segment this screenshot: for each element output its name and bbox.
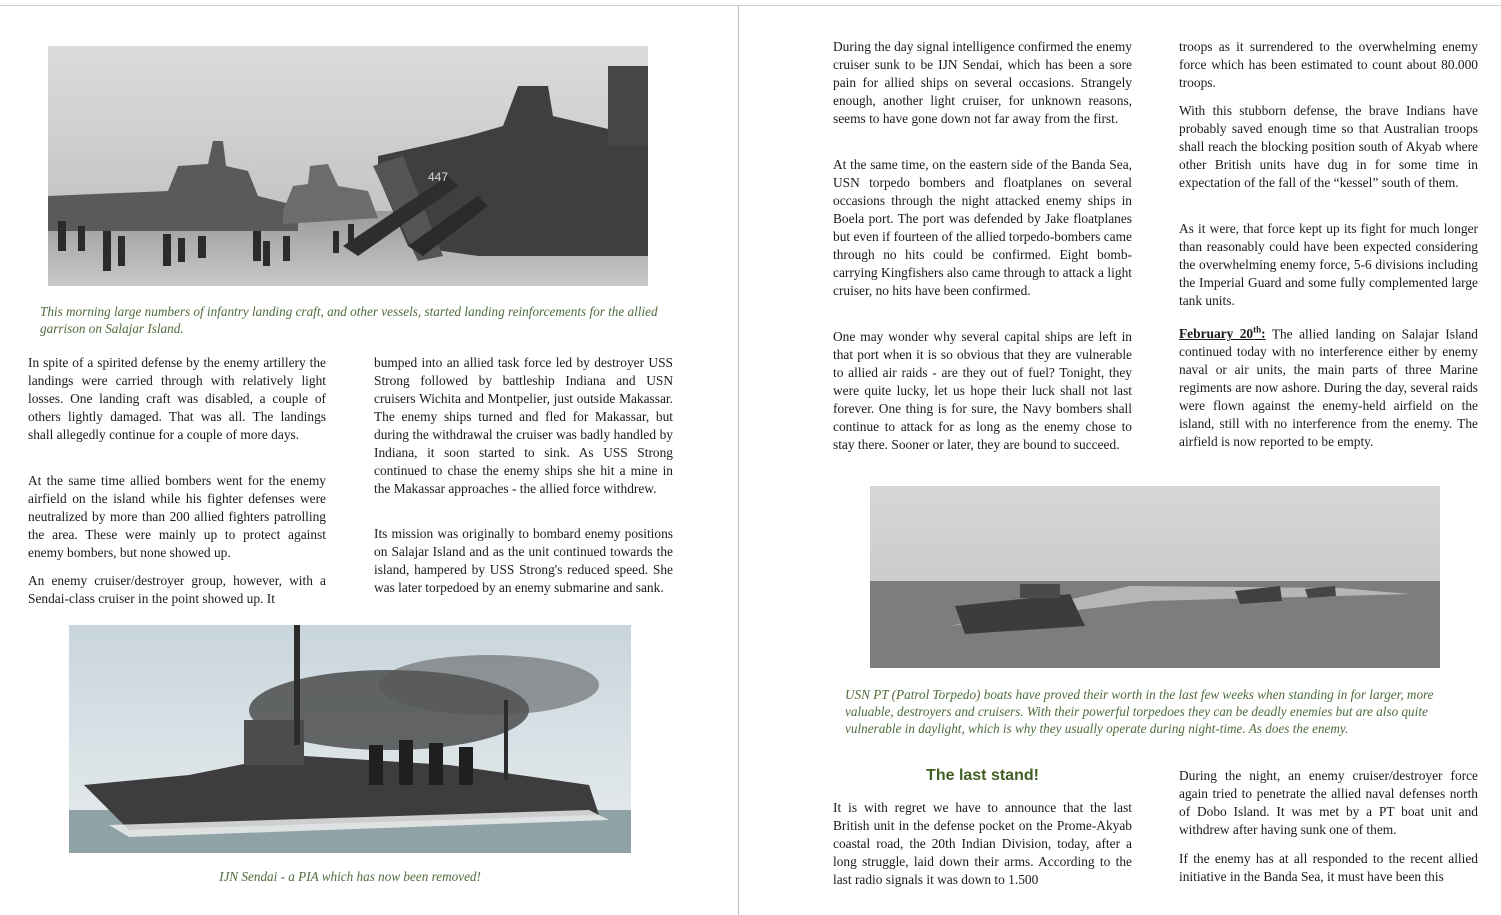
right-col2-para2: With this stubborn defense, the brave Indians have probably saved enough time so that Australian troops shall reach the blocking position south of Akyab where other British units have dug in for some time in expectation of the fall of the “kessel” south of them.: [1179, 103, 1478, 190]
photo3-caption: USN PT (Patrol Torpedo) boats have proved their worth in the last few weeks when standing in for larger, more valuable, destroyers and cruisers. With their powerful torpedoes they can be deadly enemies but are also quite vulnerable in daylight, which is why they usually operate during night-time. As does the enemy.: [845, 687, 1434, 736]
right-bottom-col2-para2: If the enemy has at all responded to the recent allied initiative in the Banda Sea, it must have been this: [1179, 851, 1478, 884]
left-col2-para2: Its mission was originally to bombard enemy positions on Salajar Island and as the unit continued towards the island, hampered by USS Strong's reduced speed. She was later torpedoed by an enemy submarine and sank.: [374, 526, 673, 595]
photo2-caption: IJN Sendai - a PIA which has now been removed!: [219, 869, 481, 884]
landing-craft-photo: [48, 46, 648, 286]
last-stand-paragraph: It is with regret we have to announce that the last British unit in the defense pocket on the Prome-Akyab coastal road, the 20th Indian Division, today, after a long struggle, laid down their arms. According to the last radio signals it was down to 1.500: [833, 800, 1132, 887]
left-col1-para1: In spite of a spirited defense by the enemy artillery the landings were carried through with relatively light losses. One landing craft was disabled, a couple of others lightly damaged. That was all. The landings shall allegedly continue for a couple of more days.: [28, 355, 326, 442]
sendai-cruiser-photo: [69, 625, 631, 853]
right-col1-para1: During the day signal intelligence confirmed the enemy cruiser sunk to be IJN Sendai, which has been a sore pain for allied ships on several occasions. Strangely enough, another light cruiser, for unknown reasons, seems to have gone down not far away from the first.: [833, 39, 1132, 126]
right-col2-para3: As it were, that force kept up its fight for much longer than reasonably could have been expected considering the overwhelming enemy force, 5-6 divisions including the Imperial Guard and some fully complemented large tank units.: [1179, 221, 1478, 308]
page-top-rule: [0, 5, 1501, 6]
left-col1-para3: An enemy cruiser/destroyer group, however, with a Sendai-class cruiser in the point showed up. It: [28, 573, 326, 606]
section-heading: The last stand!: [926, 767, 1039, 784]
left-col1-para2: At the same time allied bombers went for the enemy airfield on the island while his fighter defenses were neutralized by more than 200 allied fighters patrolling the area. These were mainly up to protect against enemy bombers, but none showed up.: [28, 473, 326, 560]
pt-boats-photo: [870, 486, 1440, 668]
hull-number-label: 447: [428, 170, 449, 184]
feb20-paragraph: [1179, 321, 1478, 451]
left-col2-para1: bumped into an allied task force led by destroyer USS Strong followed by battleship Indiana and USN cruisers Wichita and Montpelier, just outside Makassar. The enemy ships turned and fled for Makassar, but during the withdrawal the cruiser was badly handled by Indiana, it soon started to sink. As USS Strong continued to chase the enemy ships she hit a mine in the Makassar approaches - the allied force withdrew.: [374, 355, 673, 496]
right-bottom-col2-para1: During the night, an enemy cruiser/destroyer force again tried to penetrate the allied naval defenses north of Dobo Island. It was met by a PT boat unit and withdrew after having sunk one of them.: [1179, 768, 1478, 837]
right-col1-para2: At the same time, on the eastern side of the Banda Sea, USN torpedo bombers and floatplanes on several occasions through the night attacked enemy ships in Boela port. The port was defended by Jake floatplanes but even if fourteen of the allied torpedo-bombers came through no hits could be confirmed. Eight bomb-carrying Kingfishers also came through to attack a light cruiser, no hits have been confirmed.: [833, 157, 1132, 298]
feb20-text: The allied landing on Salajar Island continued today with no interference either by enemy naval or air units, the main parts of three Marine regiments are now ashore. During the day, several raids were flown against the enemy-held airfield on the island, still with no interference from the enemy. The airfield is now reported to be empty.: [1179, 326, 1478, 450]
feb20-date: February 20th:: [1179, 325, 1266, 342]
photo1-caption: This morning large numbers of infantry landing craft, and other vessels, started landing reinforcements for the allied garrison on Salajar Island.: [40, 304, 658, 336]
page-gutter: [738, 5, 739, 915]
right-col2-para1: troops as it surrendered to the overwhelming enemy force which has been estimated to count about 80.000 troops.: [1179, 39, 1478, 90]
right-col1-para3: One may wonder why several capital ships are left in that port when it is so obvious that they are vulnerable to allied air raids - are they out of fuel? Tonight, they were quite lucky, let us hope their luck shall not last forever. One thing is for sure, the Navy bombers shall continue to attack for as long as the enemy chose to stay there. Sooner or later, they are bound to succeed.: [833, 329, 1132, 452]
